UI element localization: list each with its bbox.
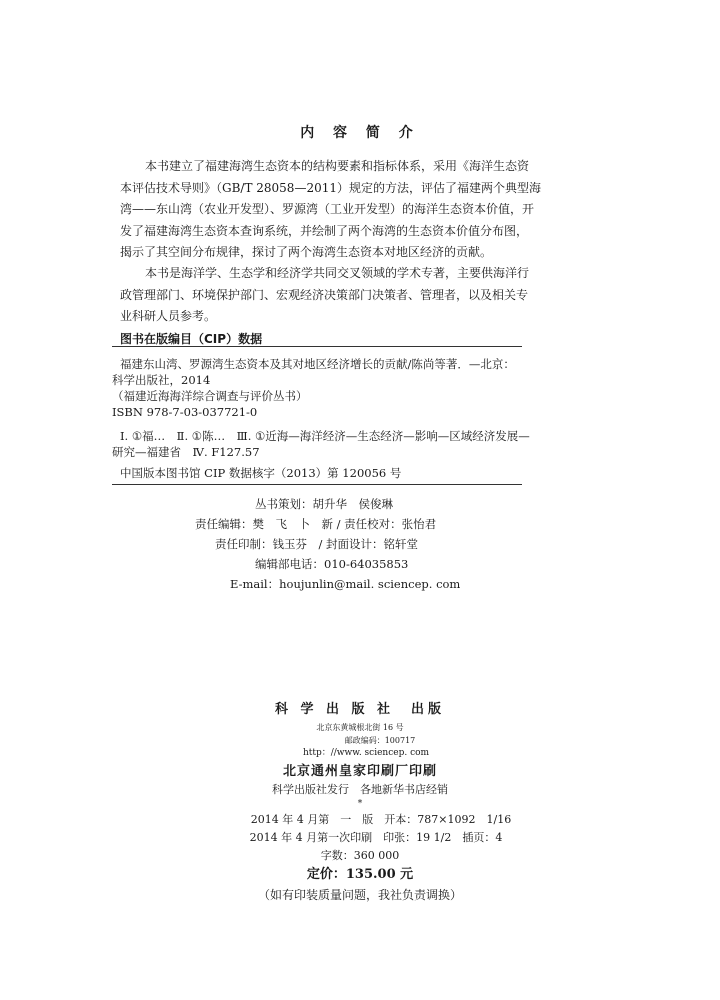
cip-core-number — [120, 465, 401, 481]
separator-star: * — [357, 799, 363, 809]
printer-name: 北京通州皇家印刷厂印刷 — [282, 764, 437, 779]
word-count: 字数：360 000 — [320, 849, 400, 862]
cip-line: 研究—福建省 Ⅳ. F127.57 — [112, 445, 260, 459]
publisher-address: 北京东黄城根北街 16 号 — [316, 723, 404, 732]
cip-top-rule — [112, 346, 522, 347]
cip-line: 科学出版社，2014 — [112, 373, 211, 387]
credits-block-2 — [195, 514, 460, 594]
distribution-line: 科学出版社发行 各地新华书店经销 — [272, 783, 448, 796]
cip-classification — [112, 428, 530, 460]
summary-paragraph-1-tail — [120, 242, 492, 264]
cip-line: ISBN 978-7-03-037721-0 — [112, 405, 258, 419]
credits-editors: 责任编辑：樊 飞 卜 新 / 责任校对：张怡君 — [195, 517, 437, 531]
publisher-website: http：//www. sciencep. com — [302, 748, 430, 758]
cip-line: （福建近海海洋综合调查与评价丛书） — [112, 389, 308, 403]
summary-paragraph-1 — [120, 156, 620, 242]
publisher-name: 科 学 出 版 社 出版 — [274, 702, 446, 717]
quality-notice: （如有印装质量问题，我社负责调换） — [257, 888, 462, 902]
summary-line: 湾——东山湾（农业开发型）、罗源湾（工业开发型）的海洋生态资本价值，开 — [120, 202, 535, 216]
summary-line: 业科研人员参考。 — [120, 309, 217, 323]
summary-line: 揭示了其空间分布规律，探讨了两个海湾生态资本对地区经济的贡献。 — [120, 245, 493, 259]
summary-line: 政管理部门、环境保护部门、宏观经济决策部门决策者、管理者，以及相关专 — [120, 287, 529, 302]
cip-record — [112, 356, 515, 420]
cip-line: Ⅰ. ①福… Ⅱ. ①陈… Ⅲ. ①近海—海洋经济—生态经济—影响—区域经济发展— — [120, 429, 530, 443]
price: 定价：135.00 元 — [306, 867, 414, 882]
edition-line: 2014 年 4 月第 一 版 开本：787×1092 1/16 — [250, 813, 512, 826]
cip-heading: 图书在版编目（CIP）数据 — [120, 332, 263, 346]
summary-paragraph-2 — [120, 263, 529, 328]
publisher-postcode: 邮政编码：100717 — [344, 736, 416, 745]
printing-line: 2014 年 4 月第一次印刷 印张：19 1/2 插页：4 — [249, 831, 503, 844]
summary-line: 本书是海洋学、生态学和经济学共同交叉领域的学术专著，主要供海洋行 — [145, 266, 530, 280]
cip-bottom-rule — [112, 484, 522, 485]
credits-planning: 丛书策划：胡升华 侯俊琳 — [255, 497, 393, 511]
summary-line: 本书建立了福建海湾生态资本的结构要素和指标体系，采用《海洋生态资 — [145, 159, 530, 173]
summary-line: 发了福建海湾生态资本查询系统，并绘制了两个海湾的生态资本价值分布图， — [120, 223, 529, 238]
summary-line: 本评估技术导则》（GB/T 28058—2011）规定的方法，评估了福建两个典型海 — [120, 180, 541, 195]
credits-phone: 编辑部电话：010-64035853 — [255, 557, 409, 571]
credits-printing: 责任印制：钱玉芬 / 封面设计：铭轩堂 — [215, 537, 419, 551]
cip-core-line: 中国版本图书馆 CIP 数据核字（2013）第 120056 号 — [120, 466, 402, 480]
credits-email: E-mail：houjunlin@mail. sciencep. com — [230, 577, 461, 591]
cip-line: 福建东山湾、罗源湾生态资本及其对地区经济增长的贡献/陈尚等著．—北京： — [120, 357, 515, 371]
imprint-block — [0, 700, 720, 905]
summary-title: 内 容 简 介 — [300, 125, 420, 141]
credits-block — [255, 494, 393, 514]
